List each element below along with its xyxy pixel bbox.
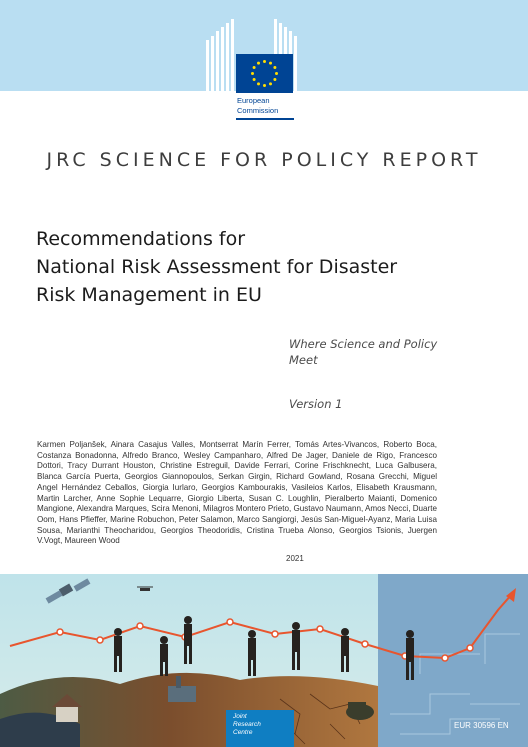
jrc-line-1: Joint [233,713,247,720]
report-series: JRC SCIENCE FOR POLICY REPORT [46,149,482,171]
jrc-line-2: Research [233,721,261,728]
title-line-2: National Risk Assessment for Disaster [36,256,398,278]
title-line-3: Risk Management in EU [36,284,262,306]
eu-flag-icon [236,54,293,93]
jrc-line-3: Centre [233,729,253,736]
report-title [36,225,496,309]
subtitle-line-2: Meet [289,353,318,367]
report-version: Version 1 [289,397,343,411]
report-number: EUR 30596 EN [454,721,509,730]
publication-year: 2021 [286,554,304,563]
author-list: Karmen Poljanšek, Ainara Casajus Valles, Montserrat Marín Ferrer, Tomás Artes-Vivancos, Roberto Boca, Costanza Bonadonna, Alfredo Branco, Wesley Campanharo, Alfred De Jager, Daniele de Rigo, Francesco Dottori, Tracy Durrant Houston, Christine Estreguil, Davide Ferrari, Corine Frischknecht, Luca Galbusera, Blanca García Puerta, Georgios Giannopoulos, Serkan Girgin, Richard Gowland, Rosana Grecchi, Miguel Angel Hernández Ceballos, Giorgia Iurlaro, Georgios Kambourakis, Vasileios Karlos, Elisabeth Krausmann, Martin Larcher, Anne Sophie Lequarre, Giorgio Liberta, Susan C. Loughlin, Pieralberto Maianti, Domenico Mangione, Alexandra Marques, Scira Menoni, Milagros Montero Prieto, Gustavo Naumann, Amos Necci, Duarte Oom, Hans Pfieffer, Marine Robuchon, Peter Salamon, Marco Sangiorgi, Jesús San-Miguel-Ayanz, Maria Luisa Sousa, Marianthi Theocharidou, Georgios Theodoridis, Cristina Trueba Alonso, Georgios Tsionis, Juergen V.Vogt, Maureen Wood [37,440,437,546]
title-line-1: Recommendations for [36,228,246,250]
subtitle-line-1: Where Science and Policy [289,337,438,351]
logo-underline [236,118,294,120]
logo-line-2: Commission [237,105,279,115]
commission-logo-text [237,96,278,115]
report-subtitle [289,336,459,368]
jrc-logo-text [233,713,261,737]
logo-line-1: European [237,96,270,105]
